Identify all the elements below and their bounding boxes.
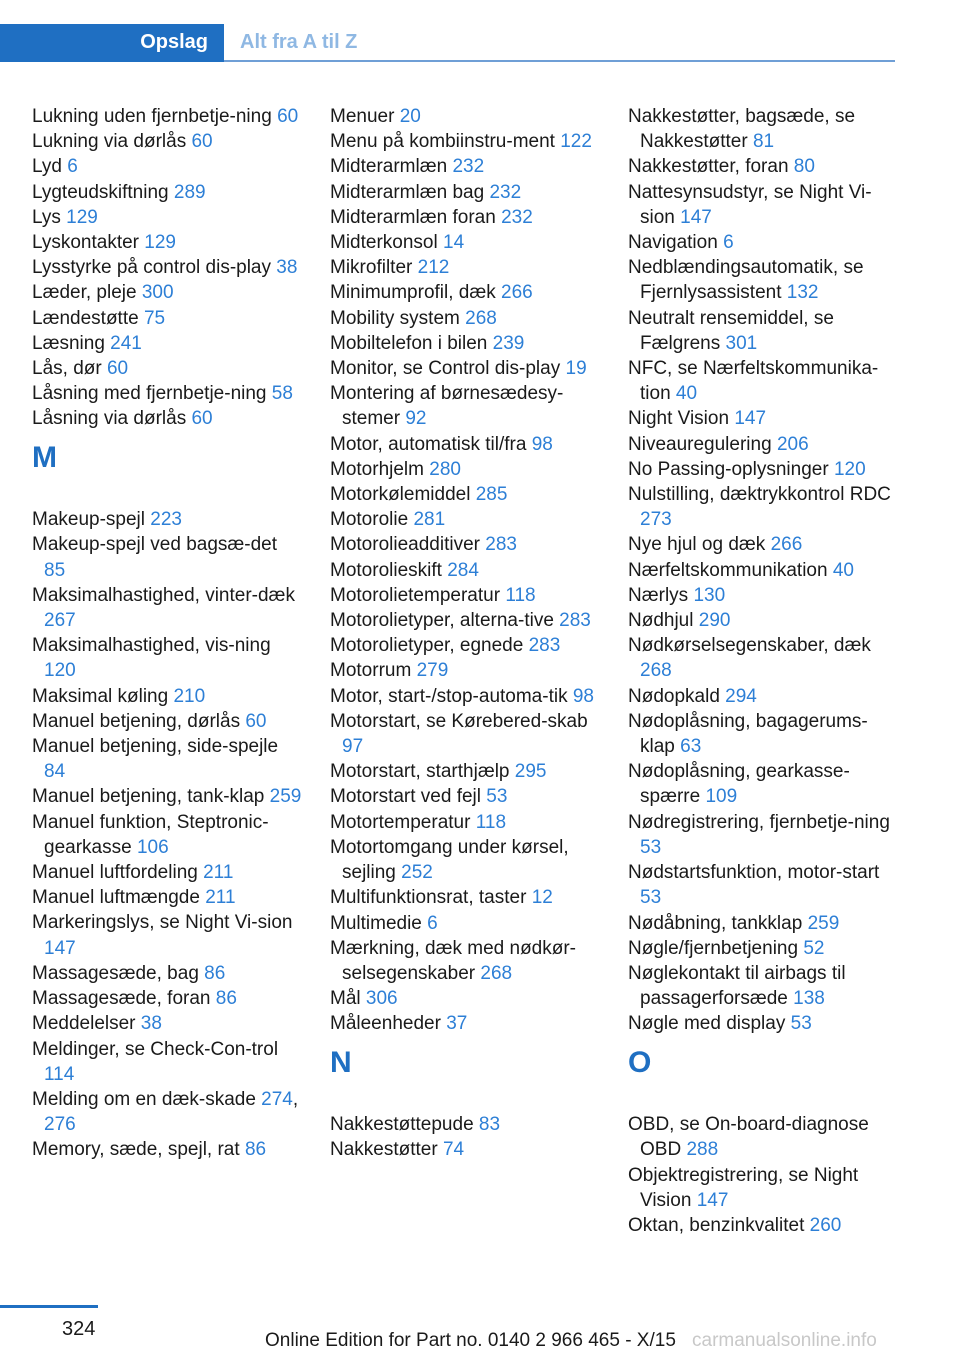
index-entry-term: Læder, pleje [32,282,137,304]
index-entry-term: Melding om en dæk-skade [32,1088,256,1110]
index-page-link[interactable]: 53 [486,786,508,808]
index-page-link[interactable]: 80 [793,156,815,178]
index-entry [330,784,600,809]
index-entry-term: Midterarmlæn [330,156,448,178]
index-page-link[interactable]: 38 [140,1013,162,1035]
index-column-1 [32,104,302,1163]
index-entry [330,810,600,835]
index-page-link[interactable]: 53 [640,836,662,858]
index-entry [330,911,600,936]
index-page-link[interactable]: 19 [565,358,587,380]
index-page-link[interactable]: 86 [215,988,237,1010]
index-page-link[interactable]: 74 [442,1139,465,1161]
index-page-link[interactable]: 63 [680,736,702,758]
index-entry [628,1213,898,1238]
index-entry-term: Nødopkald [628,685,720,707]
index-page-link[interactable]: 60 [191,408,213,430]
index-entry-term: Makeup-spejl [32,509,145,531]
index-page-link[interactable]: 118 [505,584,536,606]
index-entry [628,1011,898,1036]
index-entry [32,860,302,885]
index-entry [628,180,898,230]
index-page-link[interactable]: 130 [693,584,726,606]
index-entry [32,709,302,734]
index-page-link[interactable]: 138 [793,988,825,1010]
index-entry [32,129,302,154]
index-page-link[interactable]: 6 [427,912,438,934]
index-entry [32,1011,302,1036]
index-entry-term: Mobiltelefon i bilen [330,332,488,354]
index-page-link[interactable]: 147 [696,1189,729,1211]
index-entry-term: Nulstilling, dæktrykkontrol RDC [628,484,891,506]
index-page-link[interactable]: 98 [531,433,553,455]
index-entry-term: Låsning med fjernbetje-ning [32,383,267,405]
index-entry [330,356,600,381]
index-entry [330,205,600,230]
index-entry-term: Navigation [628,232,718,254]
index-entry-term: Motorstart ved fejl [330,786,481,808]
index-entry-term: Maksimalhastighed, vis-ning [32,635,271,657]
index-entry-term: NFC, se Nærfeltskommunika-tion [628,358,879,405]
index-entry [628,709,898,759]
header-tabs [0,24,895,62]
page-number: 324 [62,1318,96,1340]
index-entry [330,835,600,885]
index-entry-term: Monitor, se Control dis-play [330,358,561,380]
index-page-link[interactable]: 20 [399,106,421,127]
index-entry-term: Nødstartsfunktion, motor-start [628,862,880,884]
index-page-link[interactable]: 283 [559,610,591,632]
index-entry-term: Nakkestøtter [330,1139,438,1161]
index-entry-term: Midterarmlæn foran [330,206,496,228]
index-page-link[interactable]: 283 [485,534,517,556]
index-entry [628,936,898,961]
index-page-link[interactable]: 6 [723,232,734,254]
index-entry [330,255,600,280]
index-page-link[interactable]: 276 [44,1114,76,1136]
index-entry-term: Massagesæde, foran [32,988,211,1010]
index-entry-term: OBD, se On-board-diagnose OBD [628,1114,869,1161]
index-page-link[interactable]: 232 [489,181,522,203]
index-entry [32,784,302,809]
index-entry-term: Nakkestøtter, foran [628,156,789,178]
index-entry-term: Nøglekontakt til airbags til passagerforsæde [628,962,846,1010]
header-divider [224,60,895,62]
index-entry [330,280,600,305]
index-entry [628,583,898,608]
index-entry-term: Oktan, benzinkvalitet [628,1214,805,1236]
index-page-link[interactable]: 300 [141,282,174,304]
index-entry-term: Nærfeltskommunikation [628,559,828,581]
index-entry [32,306,302,331]
index-entry [330,129,600,154]
index-entry [32,1037,302,1087]
index-page-link[interactable]: 14 [443,232,465,254]
index-entry-term: Nye hjul og dæk [628,534,766,556]
index-entry [628,558,898,583]
index-entry-term: Massagesæde, bag [32,962,199,984]
index-entry [330,684,600,709]
index-entry [330,180,600,205]
index-entry [628,457,898,482]
index-page-link[interactable]: 85 [44,559,66,581]
index-entry-term: Lyd [32,156,62,178]
index-entry-term: Multimedie [330,912,422,934]
index-page-link[interactable]: 83 [478,1114,501,1136]
index-page-link[interactable]: 147 [680,206,712,228]
index-page-link[interactable]: 223 [150,509,182,531]
index-entry [330,986,600,1011]
index-entry-term: Motorolieskift [330,559,442,581]
index-entry-term: Motorstart, se Kørebered-skab [330,710,588,732]
index-entry [32,532,302,582]
index-page-link[interactable]: 294 [725,685,757,707]
index-entry-term: Lys [32,206,61,228]
index-entry [628,482,898,532]
tab-opslag-label: Opslag [140,31,208,53]
index-entry [32,583,302,633]
index-entry-term: Lygteudskiftning [32,181,169,203]
index-entry-term: Maksimalhastighed, vinter-dæk [32,584,295,606]
index-entry-term: Nødkørselsegenskaber, dæk [628,635,871,657]
index-entry-term: Lysstyrke på control dis-play [32,257,272,279]
index-entry [330,709,600,759]
index-entry [330,154,600,179]
index-entry-term: Nakkestøtter, bagsæde, se Nakkestøtter [628,106,856,153]
index-entry [628,532,898,557]
index-page-link[interactable]: 109 [705,786,738,808]
index-entry-term: Motor, start-/stop-automa-tik [330,685,568,707]
tab-alt-fra-a-til-z[interactable]: Alt fra A til Z [240,31,358,53]
index-page-link[interactable]: 86 [204,962,226,984]
index-page-link[interactable]: 210 [173,685,206,707]
index-page-link[interactable]: 75 [143,307,166,329]
index-page-link[interactable]: 252 [401,862,433,884]
index-page-link[interactable]: 37 [446,1013,468,1035]
index-entry [32,381,302,406]
index-entry [32,633,302,683]
index-page-link[interactable]: 40 [832,559,854,581]
index-page-link[interactable]: 81 [752,131,775,153]
index-entry-term: Nattesynsudstyr, se Night Vi-sion [628,181,872,228]
index-entry-term: Manuel betjening, side-spejle [32,736,279,758]
index-page-link[interactable]: 260 [809,1214,842,1236]
index-page-link[interactable]: 232 [452,156,485,178]
index-page-link[interactable]: 266 [770,534,803,556]
index-entry [330,381,600,431]
index-entry-term: Lændestøtte [32,307,139,329]
index-entry-term: Motorolietyper, alterna-tive [330,610,554,632]
index-entry-term: Menu på kombiinstru-ment [330,131,555,153]
index-page-link[interactable]: 284 [447,559,479,581]
index-page-link[interactable]: 58 [271,383,293,405]
index-entry-term: Nødoplåsning, gearkasse-spærre [628,761,850,808]
index-entry [32,406,302,431]
index-page-link[interactable]: 301 [725,332,758,354]
index-entry-term: Manuel betjening, tank-klap [32,786,265,808]
index-page-link[interactable]: 259 [269,786,302,808]
index-entry [330,482,600,507]
index-page-link[interactable]: 273 [640,509,672,531]
footer-rule [0,1305,98,1308]
index-entry-term: Nakkestøttepude [330,1114,474,1136]
tab-opslag[interactable] [0,24,224,62]
index-page-link[interactable]: 60 [277,106,299,127]
index-page-link[interactable]: 60 [191,131,213,153]
index-entry-term: Motortemperatur [330,811,471,833]
index-entry [330,331,600,356]
index-page-link[interactable]: 98 [572,685,594,707]
index-entry [32,255,302,280]
index-entry-term: Multifunktionsrat, taster [330,887,527,909]
index-page-link[interactable]: 290 [698,610,731,632]
edition-text: Online Edition for Part no. 0140 2 966 465 - X/15 [265,1330,676,1351]
index-page-link[interactable]: 239 [492,332,525,354]
index-entry-term: Lukning via dørlås [32,131,187,153]
index-entry-term: Midterkonsol [330,232,438,254]
index-entry [32,810,302,860]
index-page-link[interactable]: 295 [514,761,547,783]
index-entry-term: Mobility system [330,307,460,329]
index-entry [628,104,898,154]
index-entry [628,810,898,860]
index-entry-term: Manuel funktion, Steptronic-gearkasse [32,811,269,858]
index-entry-term: Nødåbning, tankklap [628,912,803,934]
index-entry-term: Manuel luftfordeling [32,862,198,884]
index-entry [32,280,302,305]
index-entry-term: Motorolieadditiver [330,534,480,556]
index-page-link[interactable]: 53 [640,887,662,909]
index-entry-term: Nøgle med display [628,1013,786,1035]
index-page-link[interactable]: 206 [776,433,809,455]
index-entry-term: Manuel betjening, dørlås [32,710,241,732]
index-entry-term: Nødhjul [628,610,694,632]
index-entry [330,432,600,457]
index-page-link[interactable]: 212 [417,257,450,279]
index-entry [32,1137,302,1162]
index-page-link[interactable]: 289 [173,181,206,203]
index-entry-term: Manuel luftmængde [32,887,200,909]
index-entry [628,255,898,305]
index-page-link[interactable]: 84 [44,761,66,783]
index-entry-term: Motorstart, starthjælp [330,761,510,783]
index-entry [32,230,302,255]
index-entry-term: Nødregistrering, fjernbetje-ning [628,811,890,833]
index-entry-term: Makeup-spejl ved bagsæ-det [32,534,278,556]
index-entry [628,154,898,179]
index-page-link[interactable]: 268 [465,307,497,329]
index-entry [330,306,600,331]
index-entry-term: Nærlys [628,584,689,606]
index-entry [628,230,898,255]
index-entry [330,507,600,532]
index-entry [330,608,600,633]
index-entry [628,961,898,1011]
index-page-link[interactable]: 92 [405,408,427,430]
index-entry-term: Neutralt rensemiddel, se Fælgrens [628,307,834,354]
index-entry [628,1163,898,1213]
index-page-link[interactable]: 118 [475,811,507,833]
index-page-link[interactable]: 106 [136,836,169,858]
index-entry: Melding om en dæk-skade 274, 276 [32,1088,299,1136]
index-page-link[interactable]: 53 [790,1013,812,1035]
index-entry-term: Måleenheder [330,1013,441,1035]
index-entry-term: Motorhjelm [330,458,424,480]
index-entry [32,885,302,910]
index-entry-term: Night Vision [628,408,730,430]
index-entry-term: Montering af børnesædesy-stemer [330,383,564,430]
index-page-link[interactable]: 283 [528,635,561,657]
index-page-link[interactable]: 267 [44,610,76,632]
index-entry-term: Mikrofilter [330,257,413,279]
index-page-link[interactable]: 40 [675,383,698,405]
index-page-link[interactable]: 129 [66,206,98,228]
index-page-link[interactable]: 129 [144,232,176,254]
index-entry-term: Niveauregulering [628,433,772,455]
index-page-link[interactable]: 6 [67,156,78,178]
index-page-link[interactable]: 259 [807,912,840,934]
index-page-link[interactable]: 279 [416,660,449,682]
index-page-link[interactable]: 285 [475,484,508,506]
index-entry-term: Menuer [330,106,395,127]
index-entry [330,532,600,557]
index-entry-term: Motor, automatisk til/fra [330,433,527,455]
index-entry [32,986,302,1011]
index-entry-term: Lyskontakter [32,232,140,254]
index-page-link[interactable]: 211 [205,887,236,909]
index-entry-term: Låsning via dørlås [32,408,187,430]
index-page-link[interactable]: 132 [786,282,819,304]
index-entry [330,1137,600,1162]
index-entry [628,1112,898,1162]
index-page-link[interactable]: 268 [640,660,672,682]
index-entry-term: Lås, dør [32,358,102,380]
index-entry [32,684,302,709]
index-entry [330,759,600,784]
index-entry [628,406,898,431]
index-page-link[interactable]: 147 [734,408,767,430]
index-entry-term: Mærkning, dæk med nødkør-selsegenskaber [330,937,577,984]
index-entry [628,759,898,809]
index-entry [628,608,898,633]
index-entry [330,457,600,482]
index-entry-term: Markeringslys, se Night Vi-sion [32,912,293,934]
index-section-letter: N [330,1045,352,1079]
index-entry [330,633,600,658]
index-column-3 [628,104,898,1238]
index-entry-term: Nøgle/fjernbetjening [628,937,799,959]
index-entry-term: Memory, sæde, spejl, rat [32,1139,240,1161]
watermark: carmanualsonline.info [692,1330,877,1351]
index-entry [330,936,600,986]
index-page-link[interactable]: 274 [261,1088,293,1110]
index-entry [32,154,302,179]
index-page-link[interactable]: 268 [480,962,513,984]
index-entry-term: Nødoplåsning, bagagerums-klap [628,710,868,758]
index-page-link[interactable]: 86 [244,1139,267,1161]
index-entry-term: Motorkølemiddel [330,484,471,506]
index-entry [32,507,302,532]
index-entry-term: Lukning uden fjernbetje-ning [32,106,272,127]
index-entry [628,306,898,356]
index-entry [330,558,600,583]
index-entry-term: Maksimal køling [32,685,169,707]
index-page-link[interactable]: 266 [501,282,533,304]
index-entry [32,205,302,230]
index-entry [628,356,898,406]
index-entry-term: Motorolietemperatur [330,584,501,606]
index-entry [32,734,302,784]
index-page-link[interactable]: 38 [276,257,298,279]
index-page-link[interactable]: 12 [531,887,553,909]
index-page-link[interactable]: 97 [342,736,364,758]
index-entry-term: Mål [330,988,361,1010]
index-page-link[interactable]: 241 [110,332,142,354]
index-entry-term: Motorrum [330,660,412,682]
index-page-link[interactable]: 281 [413,509,446,531]
index-entry [628,633,898,683]
index-section-letter: M [32,440,57,474]
index-entry [628,684,898,709]
index-page-link[interactable]: 120 [833,458,866,480]
index-page-link[interactable]: 147 [44,937,76,959]
index-entry-term: No Passing-oplysninger [628,458,829,480]
index-page-link[interactable]: 232 [501,206,533,228]
index-entry-term: Minimumprofil, dæk [330,282,496,304]
index-entry-term: Motorolie [330,509,409,531]
index-page-link[interactable]: 120 [44,660,76,682]
index-entry [32,356,302,381]
index-entry-term: Objektregistrering, se Night Vision [628,1164,859,1211]
index-entry [32,331,302,356]
index-entry-term: Meddelelser [32,1013,136,1035]
index-page-link[interactable]: 288 [686,1139,719,1161]
index-entry [330,658,600,683]
index-page-link[interactable]: 52 [803,937,825,959]
index-entry [32,104,302,129]
index-page-link[interactable]: 280 [429,458,461,480]
index-column-2 [330,104,600,1163]
index-entry [32,180,302,205]
index-entry [330,885,600,910]
index-page-link[interactable]: 306 [365,988,398,1010]
index-entry [628,911,898,936]
index-entry [330,230,600,255]
index-entry [330,1011,600,1036]
index-entry [330,104,600,129]
index-page-link[interactable]: 60 [245,710,267,732]
index-page-link[interactable]: 114 [44,1063,75,1085]
index-entry-term: Meldinger, se Check-Con-trol [32,1038,279,1060]
index-entry-term: Nedblændingsautomatik, se Fjernlysassistent [628,257,864,304]
index-entry [32,910,302,960]
index-entry-term: Midterarmlæn bag [330,181,485,203]
index-section-letter: O [628,1045,652,1079]
index-page-link[interactable]: 60 [106,358,129,380]
index-entry-term: Læsning [32,332,105,354]
index-entry-term: Motorolietyper, egnede [330,635,524,657]
index-entry [330,583,600,608]
index-page-link[interactable]: 122 [560,131,592,153]
index-entry-term: Motortomgang under kørsel, sejling [330,836,569,884]
index-entry [32,961,302,986]
index-entry [330,1112,600,1137]
index-entry [628,860,898,910]
index-page-link[interactable]: 211 [203,862,234,884]
index-entry [628,432,898,457]
